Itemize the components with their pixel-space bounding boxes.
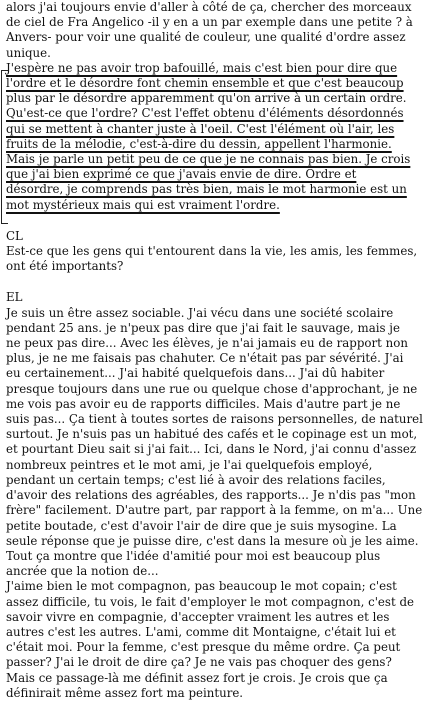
text-line: de ciel de Fra Angelico -il y en a un par exemple dans une petite ? à [6, 15, 413, 30]
text-line: surtout. Je n'suis pas un habitué des cafés et le copinage est un mot, [6, 427, 418, 442]
text-line: c'était moi. Pour la femme, c'est presque du même ordre. Ça peut [6, 640, 401, 655]
text-line: assez difficile, tu vois, le fait d'employer le mot compagnon, c'est de [6, 594, 414, 609]
text-line: Anvers- pour voir une qualité de couleur, une qualité d'ordre assez [6, 30, 406, 45]
text-line: unique. [6, 45, 51, 60]
text-line-underlined: fruits de la mélodie, c'est-à-dire du dessin, appellent l'harmonie. [6, 136, 392, 151]
text-line-underlined: Mais je parle un petit peu de ce que je ne connais pas bien. Je crois [6, 152, 411, 167]
text-line: alors j'ai toujours envie d'aller à côté de ça, chercher des morceaux [6, 0, 412, 14]
text-line: ont été importants? [6, 259, 124, 274]
text-line: autres c'est les autres. L'ami, comme dit Montaigne, c'était lui et [6, 624, 396, 639]
text-line: définirait même assez fort ma peinture. [6, 685, 244, 700]
text-line: eu certainement... J'ai habité quelquefois dans... J'ai dû habiter [6, 366, 385, 381]
paragraph-answer [6, 306, 438, 701]
text-line: seule réponse que je puisse dire, c'est dans la mesure où je les aime. [6, 533, 419, 548]
text-line-underlined: désordre, je comprends pas très bien, mais le mot harmonie est un [6, 182, 407, 197]
text-line: J'aime bien le mot compagnon, pas beaucoup le mot copain; c'est [6, 579, 397, 594]
text-line: ancrée que la notion de... [6, 564, 159, 579]
text-line: Mais ce passage-là me définit assez fort je crois. Je crois que ça [6, 670, 388, 685]
text-line-underlined: que j'ai bien exprimé ce que j'avais envie de dire. Ordre et [6, 167, 357, 182]
text-line: pendant un certain temps; c'est lié à avoir des relations faciles, [6, 472, 386, 487]
text-line-underlined: qui se mettent à chanter juste à l'oeil. C'est l'élément où l'air, les [6, 121, 395, 136]
text-line: suis pas... Ça tient à toutes sortes de raisons personnelles, de naturel [6, 412, 423, 427]
text-line: d'avoir des relations des agréables, des rapports... Je n'dis pas "mon [6, 488, 416, 503]
text-line: pendant 25 ans. je n'peux pas dire que j'ai fait le sauvage, mais je [6, 320, 400, 335]
text-line: presque toujours dans une rue ou quelque chose d'approchant, je ne [6, 381, 418, 396]
paragraph-ordre [6, 0, 438, 213]
speaker-label-cl: CL [6, 228, 23, 243]
text-line: savoir vivre en compagnie, d'accepter vraiment les autres et les [6, 609, 390, 624]
speaker-label-el: EL [6, 290, 23, 305]
margin-bracket-mark [1, 70, 8, 224]
text-line: ne peux pas dire... Avec les élèves, je n'ai jamais eu de rapport non [6, 336, 408, 351]
text-line: passer? J'ai le droit de dire ça? Je ne vais pas choquer des gens? [6, 655, 392, 670]
text-line-underlined: J'espère ne pas avoir trop bafouillé, mais c'est bien pour dire que [6, 60, 398, 75]
text-line: et pourtant Dieu sait si j'ai fait... Ici, dans le Nord, j'ai connu d'assez [6, 442, 417, 457]
text-line: Est-ce que les gens qui t'entourent dans la vie, les amis, les femmes, [6, 244, 418, 259]
text-line-underlined: l'ordre et le désordre font chemin ensemble et que c'est beaucoup [6, 76, 404, 91]
text-line: frère" facilement. D'autre part, par rapport à la femme, on m'a... Une [6, 503, 423, 518]
interviewer-question [6, 244, 438, 274]
text-line: Je suis un être assez sociable. J'ai vécu dans une société scolaire [6, 305, 394, 320]
text-line-underlined: mot mystérieux mais qui est vraiment l'ordre. [6, 197, 280, 212]
text-line-underlined: Qu'est-ce que l'ordre? C'est l'effet obtenu d'éléments désordonnés [6, 106, 404, 121]
text-line: plus, je ne me faisais pas chahuter. Ce n'était pas par sévérité. J'ai [6, 351, 404, 366]
text-line: Tout ça montre que l'idée d'amitié pour moi est beaucoup plus [6, 548, 381, 563]
text-line: plus par le désordre apparemment qu'on arrive à un certain ordre. [6, 91, 407, 106]
text-line: petite boutade, c'est d'avoir l'air de dire que je suis mysogine. La [6, 518, 397, 533]
text-line: me vois pas avoir eu de rapports difficiles. Mais d'autre part je ne [6, 396, 401, 411]
text-line: nombreux peintres et le mot ami, je l'ai quelquefois employé, [6, 457, 373, 472]
